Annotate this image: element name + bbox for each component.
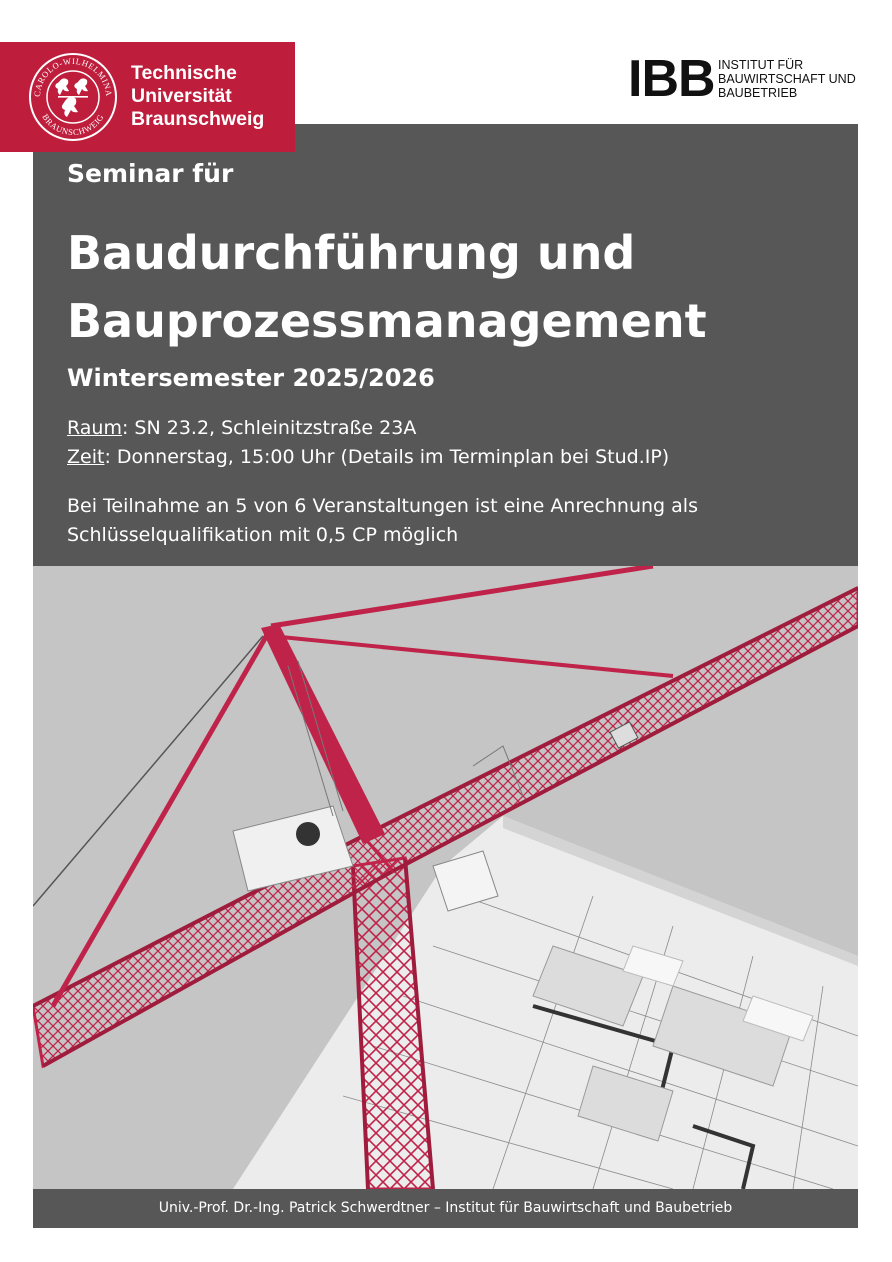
room-value: : SN 23.2, Schleinitzstraße 23A bbox=[121, 417, 417, 439]
time-label: Zeit bbox=[67, 446, 105, 468]
tu-name-line: Braunschweig bbox=[131, 108, 265, 130]
seminar-title bbox=[67, 219, 847, 355]
svg-text:BRAUNSCHWEIG: BRAUNSCHWEIG bbox=[40, 112, 106, 138]
crane-jib bbox=[363, 588, 858, 871]
time-value: : Donnerstag, 15:00 Uhr (Details im Terminplan bei Stud.IP) bbox=[104, 446, 670, 468]
time-line bbox=[67, 443, 669, 472]
tu-name-line: Universität bbox=[131, 85, 232, 107]
footer-text: Univ.-Prof. Dr.-Ing. Patrick Schwerdtner – Institut für Bauwirtschaft und Baubetrieb bbox=[158, 1200, 733, 1216]
ibb-text-line: BAUWIRTSCHAFT UND bbox=[718, 72, 856, 86]
note-line: Schlüsselqualifikation mit 0,5 CP möglich bbox=[67, 524, 459, 546]
crane-illustration bbox=[33, 566, 858, 1189]
semester: Wintersemester 2025/2026 bbox=[67, 364, 435, 392]
ibb-text-line: INSTITUT FÜR bbox=[718, 58, 804, 72]
ibb-text-line: BAUBETRIEB bbox=[718, 86, 798, 100]
ibb-logo bbox=[628, 50, 868, 109]
tu-seal-icon bbox=[28, 52, 118, 142]
room-line bbox=[67, 414, 669, 443]
header-panel bbox=[33, 124, 858, 566]
schedule-info bbox=[67, 414, 669, 472]
tu-braunschweig-logo bbox=[0, 42, 295, 152]
ibb-institute-name bbox=[718, 58, 856, 100]
svg-text:CAROLO-WILHELMINA: CAROLO-WILHELMINA bbox=[31, 55, 115, 98]
tu-name bbox=[131, 62, 264, 131]
room-label: Raum bbox=[67, 417, 122, 439]
title-line: Bauprozessmanagement bbox=[67, 294, 707, 348]
note-line: Bei Teilnahme an 5 von 6 Veranstaltungen ist eine Anrechnung als bbox=[67, 495, 698, 517]
credit-note bbox=[67, 492, 847, 550]
tu-name-line: Technische bbox=[131, 62, 237, 84]
ibb-mark: IBB bbox=[628, 50, 715, 108]
seminar-label: Seminar für bbox=[67, 159, 234, 188]
title-line: Baudurchführung und bbox=[67, 226, 636, 280]
crane-image bbox=[33, 566, 858, 1189]
footer bbox=[33, 1189, 858, 1228]
